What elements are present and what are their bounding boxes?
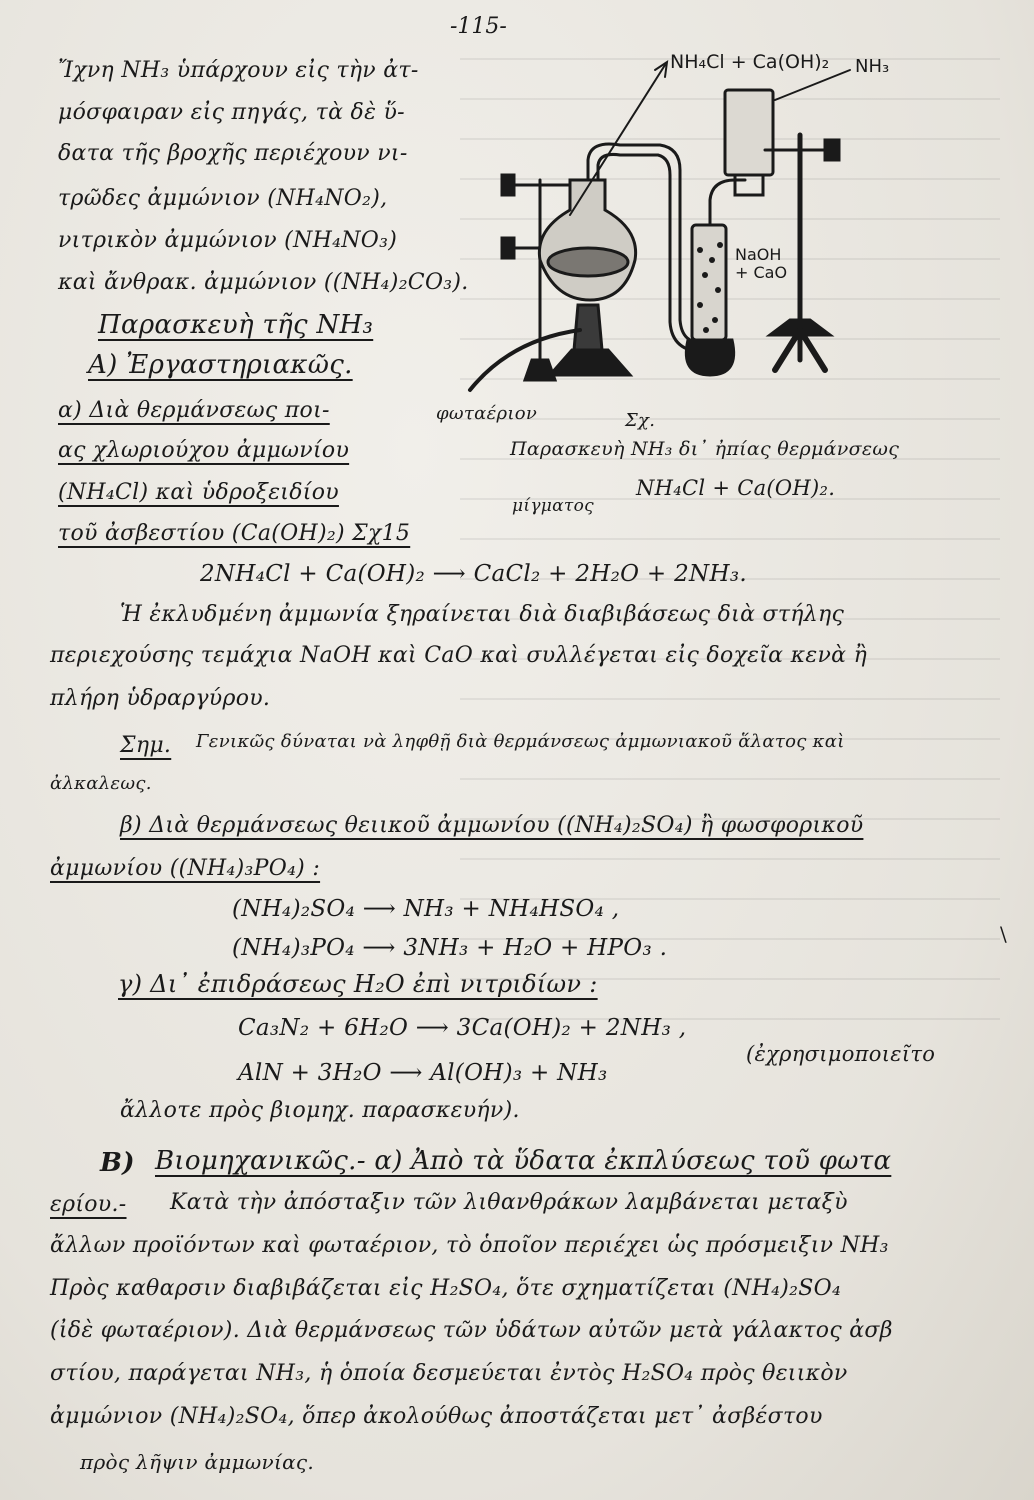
heading-industrial: Βιομηχανικῶς.- α) Ἀπὸ τὰ ὕδατα ἐκπλύσεως τοῦ φωτα bbox=[155, 1146, 892, 1176]
text-line-04: τρῶδες ἀμμώνιον (NH₄NO₂), bbox=[58, 186, 388, 211]
text-line-03: δατα τῆς βροχῆς περιέχουν νι- bbox=[58, 141, 408, 166]
text-line-05: νιτρικὸν ἀμμώνιον (NH₄NO₃) bbox=[58, 228, 398, 253]
heading-b-label: B) bbox=[100, 1148, 135, 1178]
text-line-19: β) Διὰ θερμάνσεως θειικοῦ ἀμμωνίου ((NH₄)₂SO₄) ἢ φωσφορικοῦ bbox=[120, 813, 864, 838]
flask bbox=[539, 180, 635, 300]
text-line-23: γ) Δι᾽ ἐπιδράσεως H₂O ἐπὶ νιτριδίων : bbox=[118, 970, 598, 998]
text-line-30: Πρὸς καθαρσιν διαβιβάζεται εἰς H₂SO₄, ὅτε σχηματίζεται (NH₄)₂SO₄ bbox=[50, 1276, 842, 1301]
fig-label-cao: + CaO bbox=[735, 263, 788, 282]
margin-mark: \ bbox=[1000, 922, 1007, 946]
text-line-11: (NH₄Cl) καὶ ὑδροξειδίου bbox=[58, 480, 339, 505]
fig-label-top: NH₄Cl + Ca(OH)₂ bbox=[670, 51, 830, 73]
fig-caption-2a: μίγματος bbox=[512, 496, 594, 516]
text-line-12: τοῦ ἀσβεστίου (Ca(OH)₂) Σχ15 bbox=[58, 521, 411, 546]
equation-5: AlN + 3H₂O ⟶ Al(OH)₃ + NH₃ bbox=[238, 1060, 608, 1086]
page-number: -115- bbox=[450, 14, 507, 39]
heading-preparation: Παρασκευὴ τῆς NH₃ bbox=[98, 310, 374, 340]
text-line-17: Γενικῶς δύναται νὰ ληφθῇ διὰ θερμάνσεως ἀμμωνιακοῦ ἅλατος καὶ bbox=[196, 731, 845, 752]
fig-caption-1: Παρασκευὴ NH₃ δι᾽ ἠπίας θερμάνσεως bbox=[510, 438, 900, 460]
note-label: Σημ. bbox=[120, 733, 172, 758]
fig-label-nh3: NH₃ bbox=[855, 56, 890, 77]
fig-caption-sx: Σχ. bbox=[625, 410, 656, 431]
equation-1: 2NH₄Cl + Ca(OH)₂ ⟶ CaCl₂ + 2H₂O + 2NH₃. bbox=[200, 561, 747, 587]
equation-4: Ca₃N₂ + 6H₂O ⟶ 3Ca(OH)₂ + 2NH₃ , bbox=[238, 1015, 687, 1041]
fig-caption-2b: NH₄Cl + Ca(OH)₂. bbox=[636, 476, 836, 500]
text-line-31: (ἰδὲ φωταέριον). Διὰ θερμάνσεως τῶν ὑδάτων αὐτῶν μετὰ γάλακτος ἀσβ bbox=[50, 1318, 893, 1343]
equation-3: (NH₄)₃PO₄ ⟶ 3NH₃ + H₂O + HPO₃ . bbox=[232, 935, 668, 961]
text-line-01: Ἴχνη NH₃ ὑπάρχουν εἰς τὴν ἀτ- bbox=[58, 58, 419, 83]
fig-label-phot: φωταέριον bbox=[436, 403, 538, 424]
text-line-28a: ερίου.- bbox=[50, 1192, 127, 1217]
text-line-09: α) Διὰ θερμάνσεως ποι- bbox=[58, 398, 330, 423]
text-line-20: ἀμμωνίου ((NH₄)₃PO₄) : bbox=[50, 856, 321, 881]
text-line-26: ἄλλοτε πρὸς βιομηχ. παρασκευήν). bbox=[120, 1098, 520, 1123]
text-line-02: μόσφαιραν εἰς πηγάς, τὰ δὲ ὕ- bbox=[58, 100, 405, 125]
burner bbox=[574, 305, 602, 350]
fig-label-naoh: NaOH bbox=[735, 245, 782, 264]
text-line-10: ας χλωριούχου ἀμμωνίου bbox=[58, 438, 350, 463]
text-line-29: ἄλλων προϊόντων καὶ φωταέριον, τὸ ὁποῖον περιέχει ὡς πρόσμειξιν NH₃ bbox=[50, 1233, 889, 1258]
text-line-25b: (ἐχρησιμοποιεῖτο bbox=[746, 1042, 936, 1066]
text-line-06: καὶ ἄνθρακ. ἀμμώνιον ((NH₄)₂CO₃). bbox=[58, 270, 469, 295]
text-line-33: ἀμμώνιον (NH₄)₂SO₄, ὅπερ ἀκολούθως ἀποστάζεται μετ᾽ ἀσβέστου bbox=[50, 1404, 823, 1429]
text-line-16: πλήρη ὑδραργύρου. bbox=[50, 686, 271, 711]
text-line-15: περιεχούσης τεμάχια NaOH καὶ CaO καὶ συλλέγεται εἰς δοχεῖα κενὰ ἢ bbox=[50, 643, 868, 668]
equation-2: (NH₄)₂SO₄ ⟶ NH₃ + NH₄HSO₄ , bbox=[232, 896, 620, 922]
text-line-28b: Κατὰ τὴν ἀπόσταξιν τῶν λιθανθράκων λαμβάνεται μεταξὺ bbox=[170, 1190, 848, 1215]
receiver-vessel bbox=[725, 90, 773, 175]
text-line-18: ἀλκαλεως. bbox=[50, 773, 152, 794]
heading-laboratory: A) Ἐργαστηριακῶς. bbox=[88, 350, 353, 380]
stand-base-left bbox=[525, 360, 555, 380]
text-line-34: πρὸς λῆψιν ἀμμωνίας. bbox=[80, 1450, 315, 1474]
text-line-14: Ἡ ἐκλυδμένη ἀμμωνία ξηραίνεται διὰ διαβιβάσεως διὰ στήλης bbox=[120, 602, 845, 627]
text-line-32: στίου, παράγεται NH₃, ἡ ὁποία δεσμεύεται ἐντὸς H₂SO₄ πρὸς θειικὸν bbox=[50, 1361, 848, 1386]
